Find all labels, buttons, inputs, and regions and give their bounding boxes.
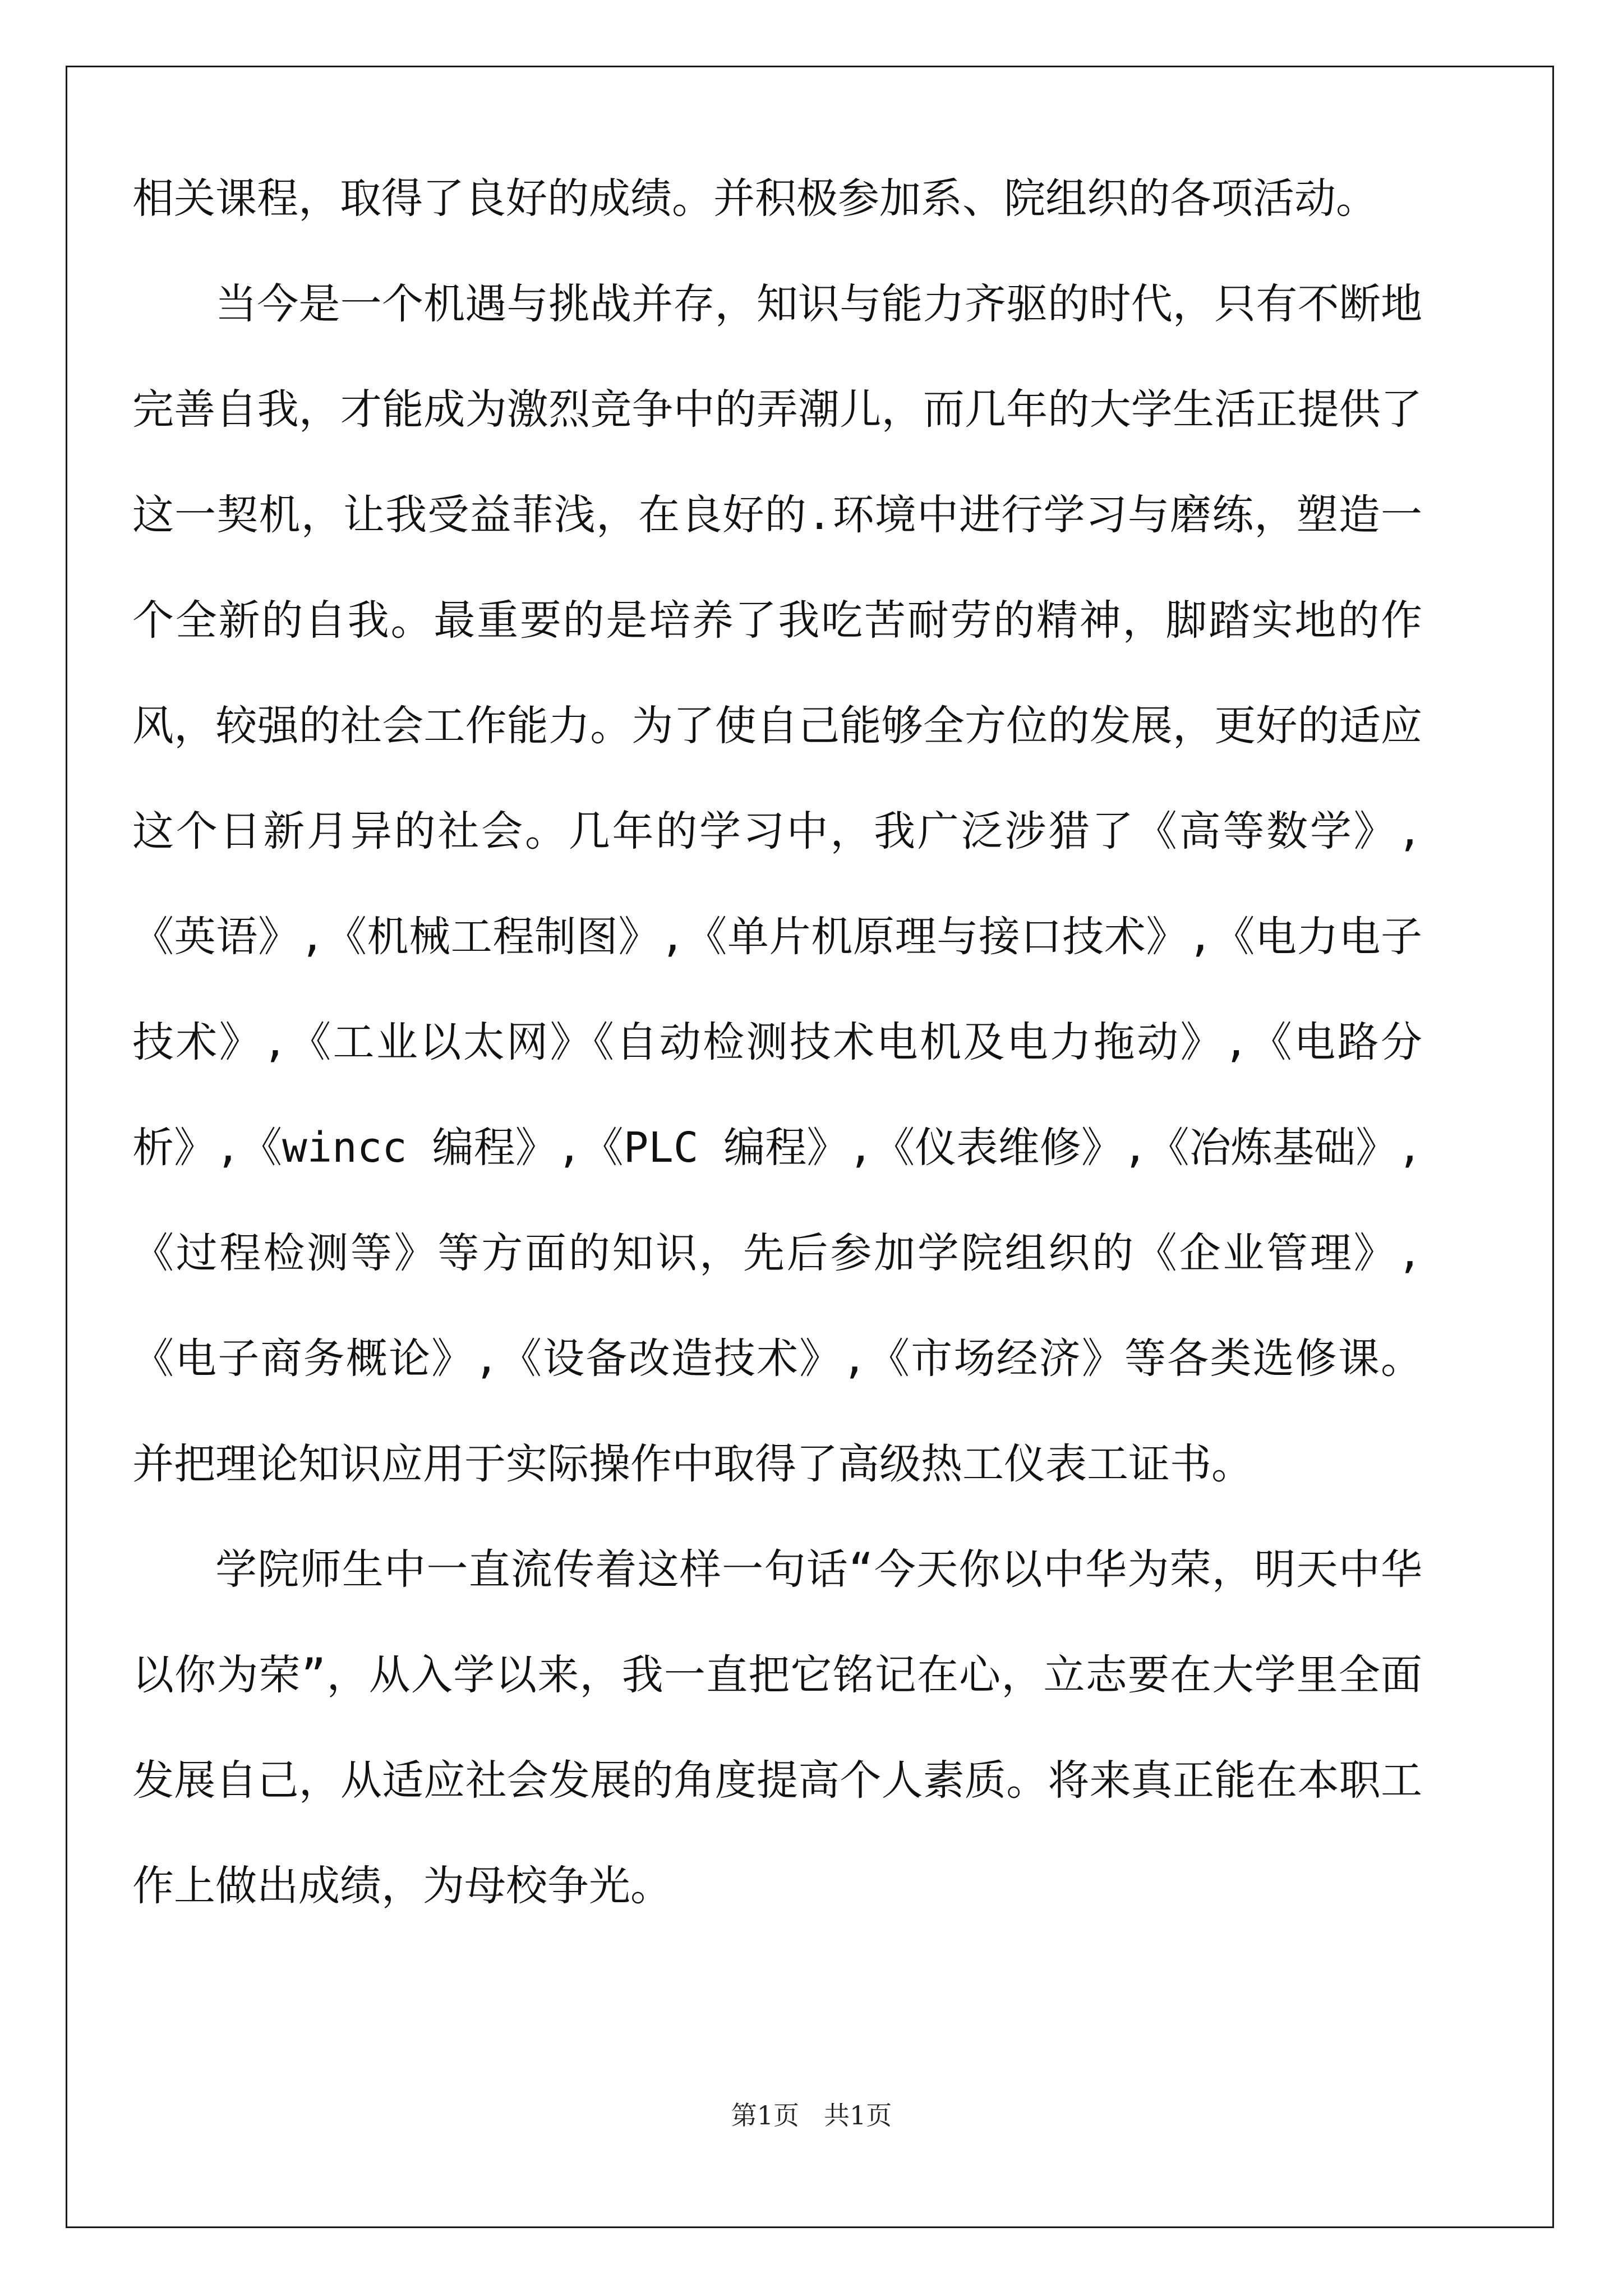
- page-footer: [0, 2095, 1623, 2132]
- document-body: [132, 146, 1422, 1939]
- page-number: 第1页: [731, 2100, 799, 2131]
- paragraph-motto: 学院师生中一直流传着这样一句话“今天你以中华为荣，明天中华以你为荣”，从入学以来，我一直把它铭记在心，立志要在大学里全面发展自己，从适应社会发展的角度提高个人素质。将来真正能在本职工作上做出成绩，为母校争光。: [132, 1545, 1422, 1910]
- paragraph-continuation: 相关课程，取得了良好的成绩。并积极参加系、院组织的各项活动。: [132, 174, 1377, 223]
- page-total: 共1页: [824, 2100, 892, 2131]
- paragraph-education: 当今是一个机遇与挑战并存，知识与能力齐驱的时代，只有不断地完善自我，才能成为激烈竞争中的弄潮儿，而几年的大学生活正提供了这一契机，让我受益菲浅，在良好的.环境中进行学习与磨练，塑造一个全新的自我。最重要的是培养了我吃苦耐劳的精神，脚踏实地的作风，较强的社会工作能力。为了使自己能够全方位的发展，更好的适应这个日新月异的社会。几年的学习中，我广泛涉猎了《高等数学》,《英语》,《机械工程制图》,《单片机原理与接口技术》,《电力电子技术》,《工业以太网》《自动检测技术电机及电力拖动》,《电路分析》,《wincc 编程》,《PLC 编程》,《仪表维修》,《冶炼基础》,《过程检测等》等方面的知识，先后参加学院组织的《企业管理》,《电子商务概论》,《设备改造技术》,《市场经济》等各类选修课。并把理论知识应用于实际操作中取得了高级热工仪表工证书。: [132, 280, 1422, 1488]
